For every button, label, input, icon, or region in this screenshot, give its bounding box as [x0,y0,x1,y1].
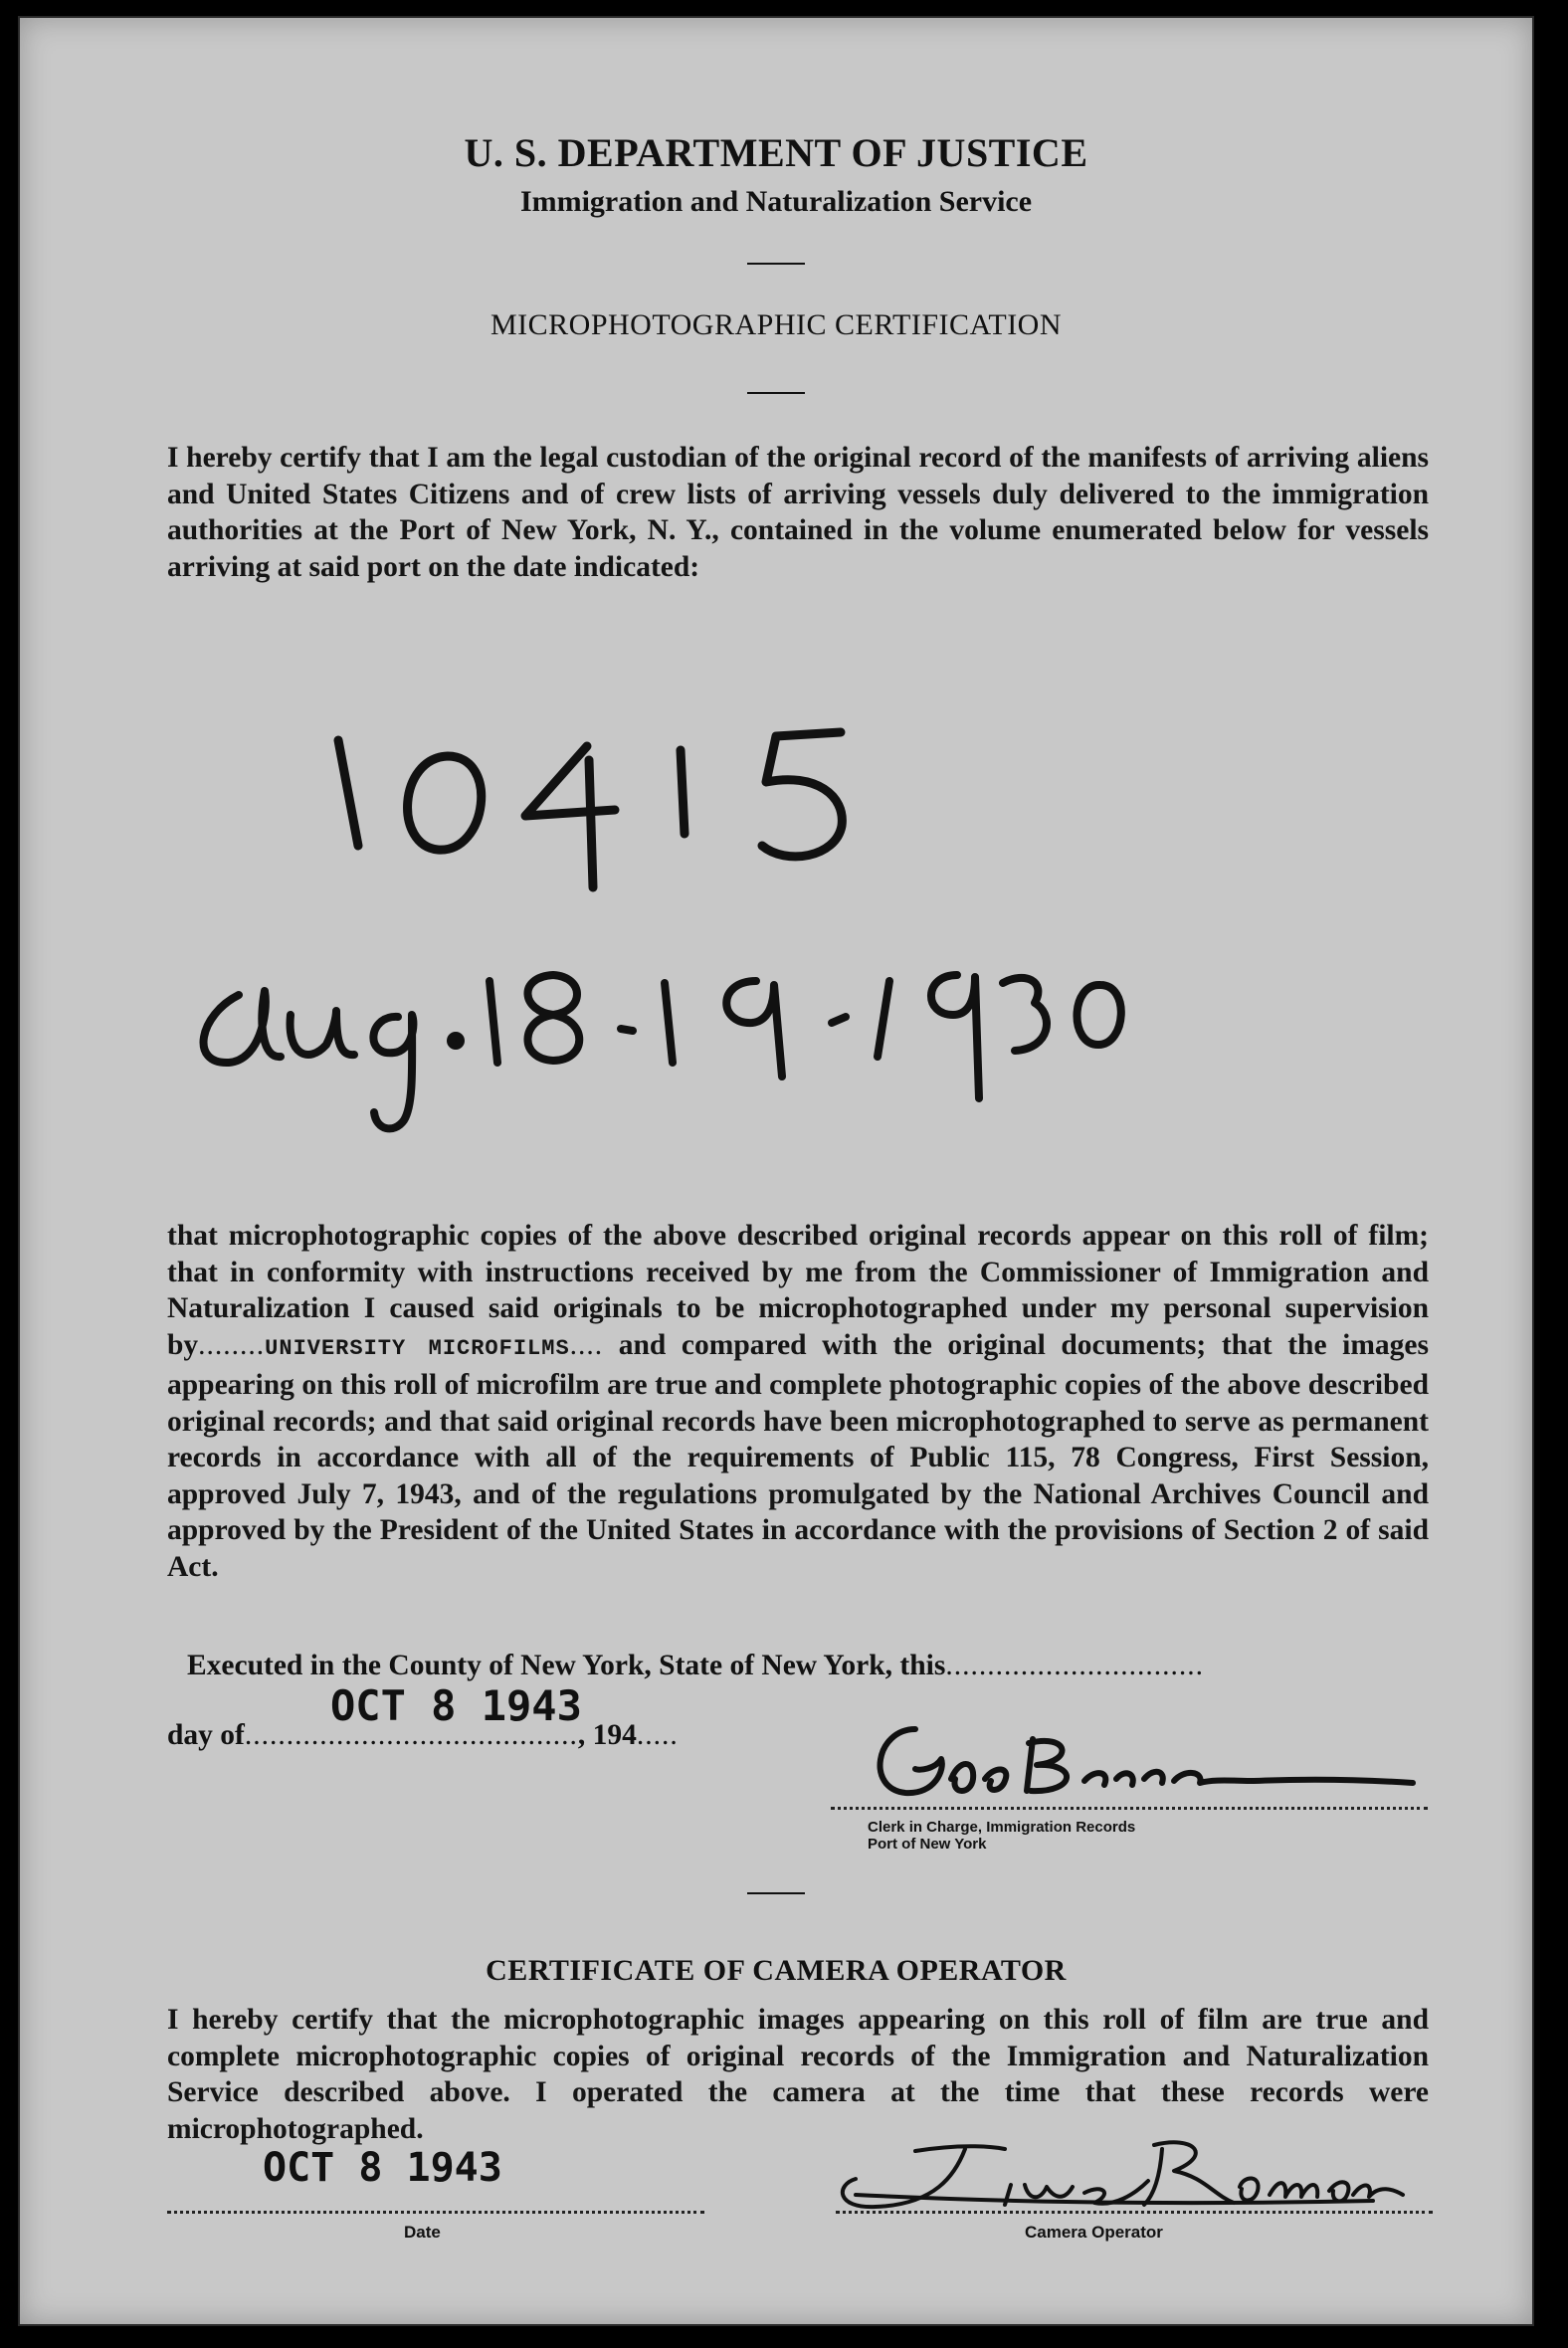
paragraph-text: and compared with the original documents; that the images appearing on this roll of microfilm are true and complete photographic copies of the above described original records; and that said original records have been microphotographed to serve as permanent records in accordance with all of the requirements of Public 115, 78 Congress, First Session, approved July 7, 1943, and of the regulations promulgated by the National Archives Council and approved by the President of the United States in accordance with the provisions of Section 2 of said Act. [167,1328,1430,1583]
document-sheet [18,16,1534,2326]
dotted-leader: ........................................ [244,1719,578,1751]
operator-date-stamp: OCT 8 1943 [263,2145,502,2191]
custodian-paragraph: I hereby certify that I am the legal custodian of the original record of the manifests of arriving aliens and United States Citizens and of crew lists of arriving vessels duly delivered to the immigration authorities at the Port of New York, N. Y., contained in the volume enumerated below for vessels arriving at said port on the date indicated: [167,442,1429,583]
paragraph-text: that microphotographic copies of the above described original records appear on this roll of film; that in conformity with instructions received by me from the Commissioner of Immigration and Naturalization I caused said originals to be microphotographed under my personal supervision by [167,1220,1429,1361]
frame-shadow [20,18,1532,2324]
day-of-label: day of [167,1719,245,1751]
dotted-leader: ..... [636,1719,679,1751]
date-stamp: OCT 8 1943 [330,1681,582,1730]
clerk-title-line: Port of New York [868,1836,987,1853]
photographer-name: UNIVERSITY MICROFILMS [265,1335,570,1361]
operator-label: Camera Operator [1025,2223,1163,2242]
clerk-title-line: Clerk in Charge, Immigration Records [868,1819,1136,1836]
executed-text: Executed in the County of New York, State of New York, this [187,1650,946,1681]
dotted-leader: ............................... [945,1650,1204,1681]
date-label: Date [404,2223,441,2242]
camera-operator-paragraph: I hereby certify that the microphotographic images appearing on this roll of film are true and complete microphotographic copies of original records of the Immigration and Naturalization Service described above. I operated the camera at the time that these records were microphotographed. [167,2004,1429,2145]
dotted-leader: ........ [198,1328,266,1361]
year-prefix: , 194 [577,1719,637,1751]
agency-heading: U. S. DEPARTMENT OF JUSTICE [464,130,1088,175]
service-heading: Immigration and Naturalization Service [519,185,1033,218]
camera-operator-title: CERTIFICATE OF CAMERA OPERATOR [486,1954,1067,1987]
certification-title: MICROPHOTOGRAPHIC CERTIFICATION [490,308,1063,341]
dotted-leader: .... [569,1328,604,1361]
